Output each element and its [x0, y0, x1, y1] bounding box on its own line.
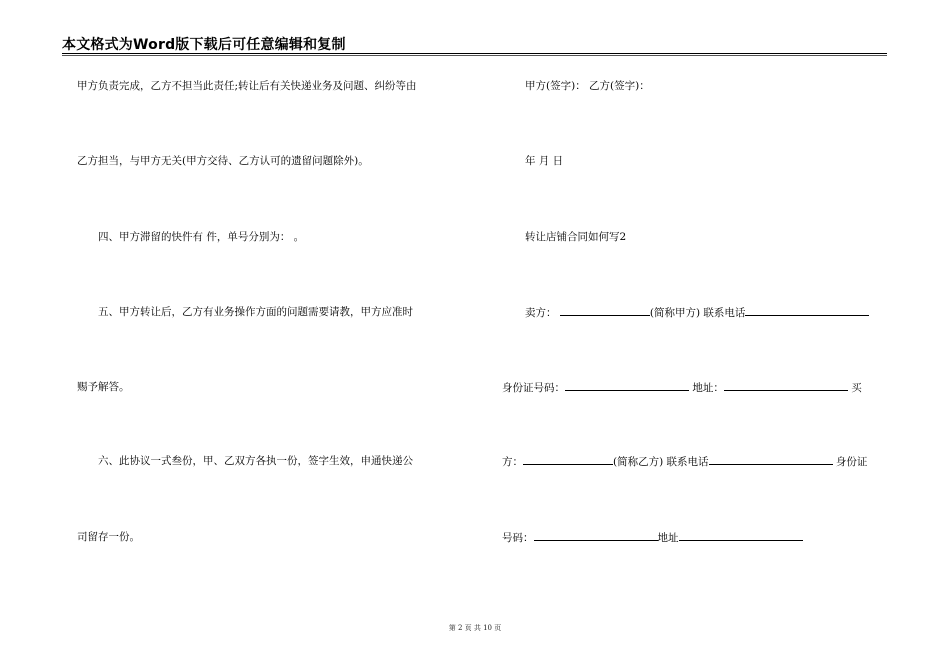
left-paragraph-5: 赐予解答。	[77, 381, 130, 393]
seller-name-blank	[560, 305, 650, 316]
seller-id-label: 身份证号码：	[502, 382, 565, 394]
seller-address-blank	[724, 380, 848, 391]
header-rule-secondary	[62, 55, 887, 56]
buyer-label-end: 方：	[502, 456, 523, 468]
left-paragraph-7: 司留存一份。	[77, 531, 140, 543]
buyer-id-label-end: 号码：	[502, 532, 534, 544]
date-line: 年 月 日	[525, 155, 564, 167]
left-paragraph-3: 四、甲方滞留的快件有 件，单号分别为： 。	[98, 231, 305, 243]
document-header-title: 本文格式为Word版下载后可任意编辑和复制	[62, 37, 346, 53]
seller-abbr-label: (简称甲方) 联系电话	[649, 307, 746, 319]
seller-id-line	[502, 380, 862, 395]
seller-phone-blank	[745, 305, 869, 316]
seller-line	[525, 305, 869, 320]
left-paragraph-1: 甲方负责完成，乙方不担当此责任;转让后有关快递业务及问题、纠纷等由	[77, 80, 417, 92]
left-paragraph-6: 六、此协议一式叁份，甲、乙双方各执一份，签字生效，申通快递公	[98, 455, 413, 467]
contract-heading: 转让店铺合同如何写2	[525, 231, 627, 243]
buyer-abbr-label: (简称乙方) 联系电话	[613, 456, 709, 468]
buyer-label-start: 买	[851, 382, 862, 394]
seller-id-blank	[565, 380, 689, 391]
buyer-id-line	[502, 530, 803, 545]
left-paragraph-2: 乙方担当，与甲方无关(甲方交待、乙方认可的遗留问题除外)。	[77, 155, 369, 167]
signature-line: 甲方(签字)： 乙方(签字)：	[525, 80, 650, 92]
seller-address-label: 地址：	[692, 382, 724, 394]
buyer-line	[502, 454, 867, 469]
seller-label: 卖方：	[525, 307, 557, 319]
left-paragraph-4: 五、甲方转让后，乙方有业务操作方面的问题需要请教，甲方应准时	[98, 306, 413, 318]
page-number-footer: 第 2 页 共 10 页	[448, 624, 502, 632]
buyer-address-label: 地址	[657, 532, 679, 544]
buyer-id-label-start: 身份证	[835, 456, 868, 468]
buyer-address-blank	[679, 530, 803, 541]
buyer-name-blank	[523, 454, 613, 465]
buyer-phone-blank	[709, 454, 833, 465]
buyer-id-blank	[534, 530, 658, 541]
header-rule	[62, 53, 887, 54]
